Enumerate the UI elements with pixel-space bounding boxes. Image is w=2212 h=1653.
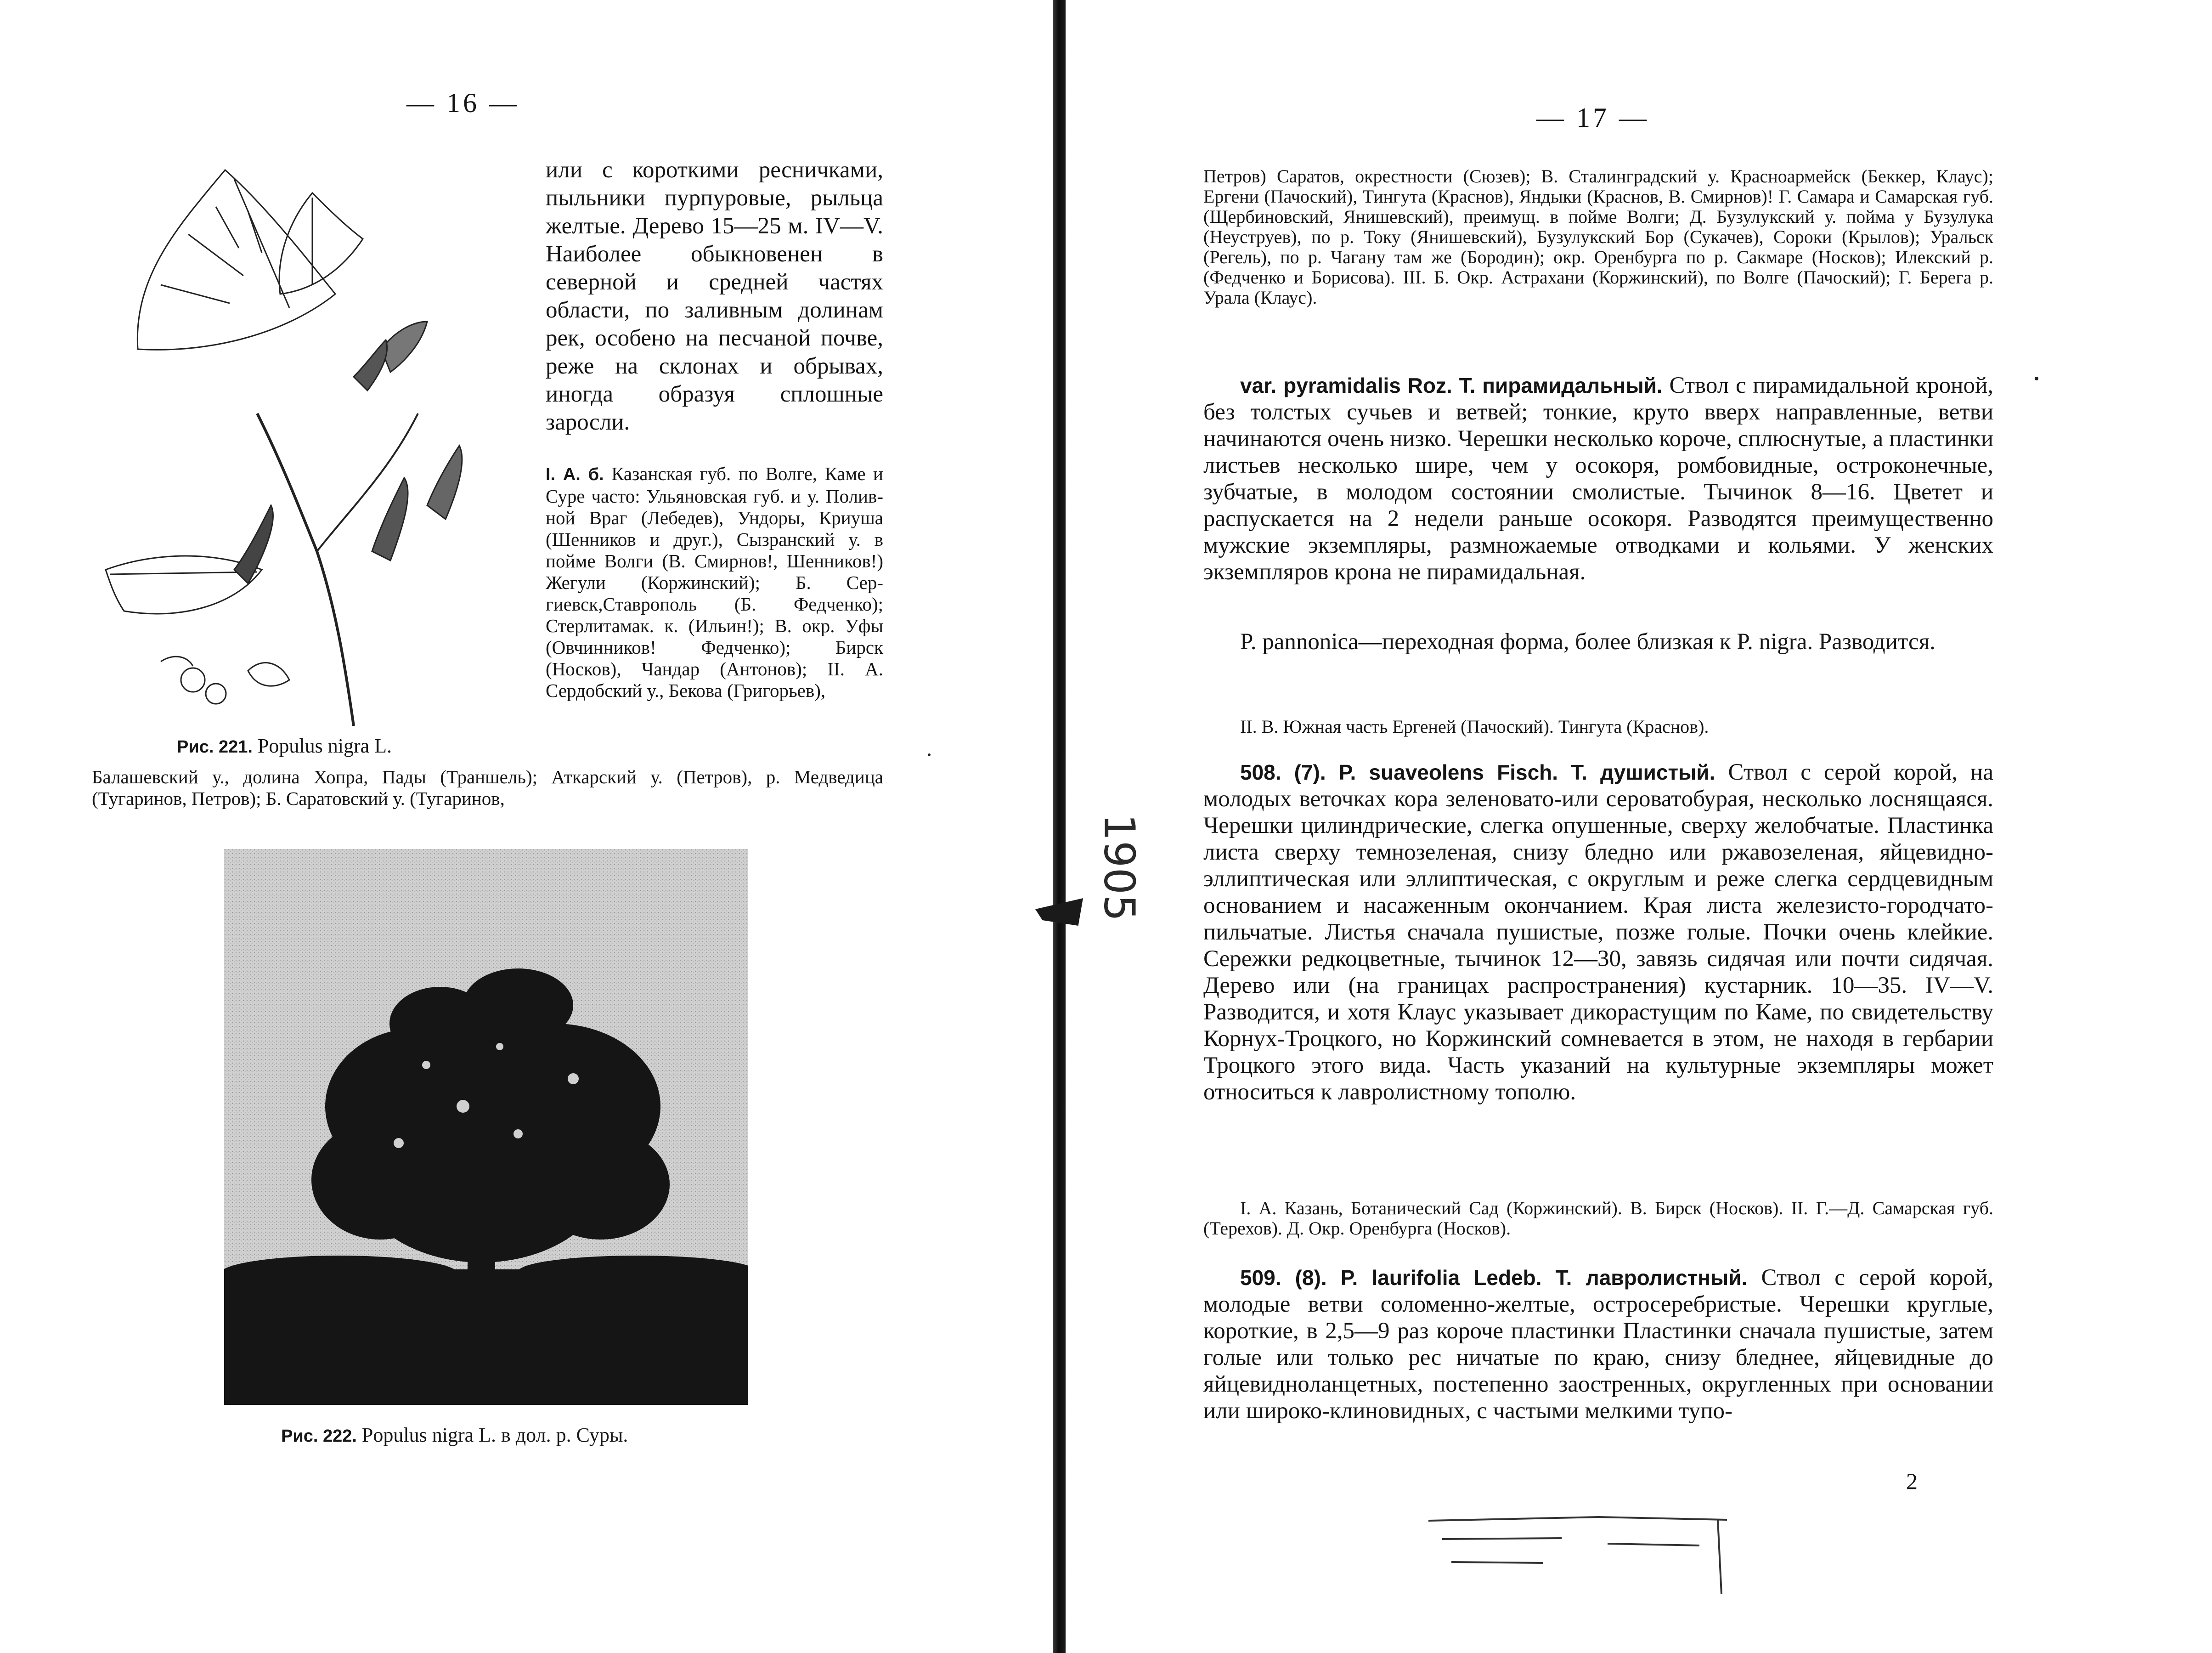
suaveolens-heading: 508. (7). P. suaveolens Fisch. Т. душистый. (1240, 760, 1715, 784)
pannonica-locality: II. В. Южная часть Ергеней (Пачоский). Тингута (Краснов). (1240, 716, 1709, 737)
suaveolens-paragraph (1203, 759, 1993, 1105)
ink-speck (2035, 377, 2038, 380)
laurifolia-text: Ствол с серой корой, молодые ветви соломенно-желтые, остросеребристые. Черешки круглые, короткие, в 2,5—9 раз короче пластинки Пластинки сначала пушистые, затем голые или только рес ничатые по краю, снизу бледнее, яйцевидные до яйцевиднoланцетных, постепенно заостренных, округленных при основании или широко-клиновидных, с частыми мелкими тупо- (1203, 1265, 1993, 1424)
figure-221-label: Рис. 221. (177, 737, 253, 757)
locality-text: Казанская губ. по Волге, Каме и Суре часто: Ульяновская губ. и у. Поливной Враг (Лебедев), Ундоры, Криуша (Шенников и друг.), Сызранский у. в пойме Волги (В. Смирнов!, Шенников!) Жегули (Коржинский); Б. Сергиевск,Ставрополь (Б. Федченко); Стерлитамак. к. (Ильин!); В. окр. Уфы (Овчинников! Федченко); Бирск (Носков), Чандар (Антонов); II. А. Сердобский у., Бекова (Григорьев), (546, 463, 883, 701)
laurifolia-heading: 509. (8). P. laurifolia Ledeb. Т. лавролистный. (1240, 1266, 1748, 1290)
figure-222-label: Рис. 222. (281, 1427, 357, 1446)
stamp-smudge (1424, 1511, 1736, 1599)
regions-paragraph: Петров) Саратов, окрестности (Сюзев); В. Сталинградский у. Красноармейск (Беккер, Клаус); Ергени (Пачоский), Тингута (Краснов), Яндыки (Краснов, В. Смирнов)! Г. Самара и Самарская губ. (Щербиновский, Янишевский), преимущ. в пойме Волги; Д. Бузулукский у. пойма у Бузулука (Неуструев), по р. Току (Янишевский), Бузулукский Бор (Сукачев), Сороки (Крылов); Уральск (Регель), по р. Чагану там же (Бородин); окр. Оренбурга по р. Сакмаре (Носков); Илекский р. (Федченко и Борисова). III. Б. Окр. Астрахани (Коржинский), по Волге (Пачоский); Г. Берега р. Урала (Клаус). (1203, 166, 1993, 308)
suaveolens-locality: I. А. Казань, Ботанический Сад (Коржинский). В. Бирск (Носков). II. Г.—Д. Самарская губ. (Терехов). Д. Окр. Оренбурга (Носков). (1203, 1198, 1993, 1239)
intro-paragraph: или с короткими ресничками, пыльники пурпуровые, рыльца желтые. Дерево 15—25 м. IV—V. Наиболее обыкновенен в северной и средней частях области, по заливным долинам рек, особено на песчаной почве, реже на склонах и обрывах, иногда образуя сплошные заросли. (546, 157, 883, 435)
figure-221-poplar-branch-drawing (96, 156, 501, 726)
pannonica-paragraph: P. pannonica—переходная форма, более близкая к P. nigra. Разводится. (1240, 629, 1936, 655)
figure-222-title: Populus nigra L. в дол. р. Суры. (361, 1424, 628, 1446)
left-page (0, 0, 1033, 1653)
tree-silhouette-image (224, 849, 748, 1405)
ink-speck (928, 753, 931, 756)
locality-continued: Балашевский у., долина Хопра, Пады (Траншель); Аткарский у. (Петров), р. Медведица (Тугаринов, Петров); Б. Саратовский у. (Тугаринов, (92, 766, 883, 809)
page-number: — 17 — (1536, 102, 1649, 133)
laurifolia-paragraph (1203, 1264, 1993, 1424)
locality-label: I. А. б. (546, 465, 604, 484)
figure-221-caption (177, 734, 392, 758)
pyramidalis-text: Ствол с пирамидальной кроной, без толстых сучьев и ветвей; тонкие, круто вверх направленные, ветви начинаются очень низко. Черешки несколько короче, сплюснутые, а пластинки листьев несколько шире, чем у осокоря, ромбовидные, остроконечные, зубчатые, в молодом состоянии смолистые. Тычинок 8—16. Цветет и распускается на 2 недели раньше осокоря. Разводятся преимущественно мужские экземпляры, размножаемые отводками и кольями. У женских экземпляров крона не пирамидальная. (1203, 373, 1993, 585)
figure-221-title: Populus nigra L. (257, 735, 392, 757)
pyramidalis-paragraph (1203, 372, 1993, 585)
pyramidalis-heading: var. pyramidalis Roz. Т. пирамидальный. (1240, 374, 1663, 397)
page-number: — 16 — (406, 88, 519, 118)
suaveolens-text: Ствол с серой корой, на молодых веточках кора зеленовато-или сероватoбурая, несколько лоснящаяся. Черешки цилиндрические, слегка опушенные, сверху желобчатые. Пластинка листа сверху темнозеленая, снизу бледно или ржавозеленая, яйцевидно-эллиптическая или эллиптическая, с округлым и реже слегка сердцевидным основанием и насаженным окончанием. Края листа железисто-городчато-пильчатые. Листья сначала пушистые, позже голые. Почки очень клейкие. Сережки редкоцветные, тычинок 12—30, завязь сидячая или почти сидячая. Дерево или (на границах распространения) кустарник. 10—35. IV—V. Разводится, и хотя Клаус указывает дикорастущим по Каме, по свидетельству Корнух-Троцкого, но Коржинский сомневается в этом, не находя в гербарии Троцкого этого вида. Часть указаний на культурные экземпляры может относиться к лавролистному тополю. (1203, 759, 1993, 1105)
locality-block (546, 463, 883, 702)
book-spine (1053, 0, 1066, 1653)
margin-year-note: 1905 (1095, 814, 1144, 922)
signature-number: 2 (1906, 1468, 1918, 1494)
figure-222-caption (281, 1423, 628, 1447)
figure-222-tree-photo (224, 849, 748, 1405)
